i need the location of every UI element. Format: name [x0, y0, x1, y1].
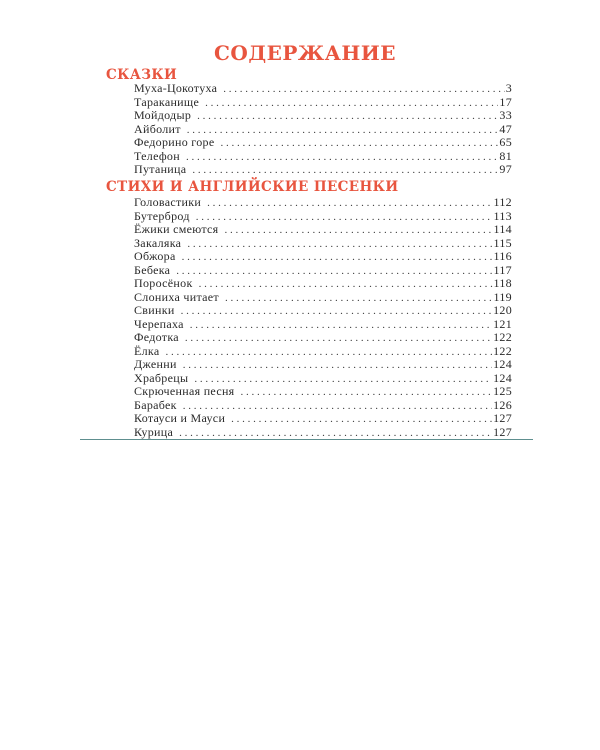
- toc-entry[interactable]: [134, 399, 512, 413]
- toc-entry[interactable]: [134, 123, 512, 137]
- toc-entry-page: 127: [493, 425, 512, 439]
- dot-leader: [194, 373, 492, 386]
- toc-entry-title: Храбрецы: [134, 371, 189, 385]
- toc-entry-page: 124: [493, 371, 512, 385]
- toc-entry-page: 113: [493, 209, 512, 223]
- dot-leader: [224, 224, 492, 237]
- dot-leader: [223, 83, 504, 96]
- toc-entry[interactable]: [134, 385, 512, 399]
- dot-leader: [192, 164, 498, 177]
- toc-entry-page: 112: [493, 196, 512, 209]
- dot-leader: [187, 238, 492, 251]
- toc-entry-page: 122: [493, 331, 512, 344]
- dot-leader: [207, 197, 492, 210]
- bottom-divider-line: [80, 439, 533, 440]
- toc-entry[interactable]: [134, 358, 512, 372]
- toc-entry-title: Свинки: [134, 304, 175, 317]
- toc-entry-page: 121: [493, 317, 512, 331]
- section-heading-poems-and-songs: СТИХИ И АНГЛИЙСКИЕ ПЕСЕНКИ: [106, 179, 399, 195]
- toc-entry-page: 122: [493, 344, 512, 358]
- toc-entry[interactable]: [134, 150, 512, 164]
- toc-entry-title: Курица: [134, 425, 174, 439]
- toc-entry-title: Федорино горе: [134, 136, 215, 149]
- toc-entry-title: Головастики: [134, 196, 202, 209]
- toc-entry-title: Бебека: [134, 263, 171, 277]
- toc-entry-title: Черепаха: [134, 317, 184, 331]
- toc-entry-page: 126: [493, 398, 512, 412]
- dot-leader: [183, 359, 492, 372]
- dot-leader: [182, 251, 493, 264]
- dot-leader: [190, 319, 492, 332]
- toc-entry[interactable]: [134, 291, 512, 305]
- toc-entry-page: 17: [499, 95, 512, 109]
- toc-entry-page: 116: [493, 250, 512, 263]
- toc-entry-page: 97: [499, 163, 512, 176]
- toc-entry-title: Закаляка: [134, 236, 182, 250]
- toc-entry[interactable]: [134, 96, 512, 110]
- dot-leader: [185, 332, 492, 345]
- toc-entry-title: Тараканище: [134, 95, 200, 109]
- toc-entry-page: 118: [493, 277, 512, 290]
- toc-entry[interactable]: [134, 250, 512, 264]
- toc-entry[interactable]: [134, 196, 512, 210]
- toc-list-fairy-tales: [134, 82, 512, 177]
- dot-leader: [220, 137, 498, 150]
- toc-entry-title: Барабек: [134, 398, 177, 412]
- dot-leader: [196, 211, 493, 224]
- toc-entry[interactable]: [134, 331, 512, 345]
- toc-entry-title: Федотка: [134, 331, 179, 344]
- dot-leader: [241, 386, 493, 399]
- dot-leader: [179, 427, 492, 440]
- dot-leader: [166, 346, 493, 359]
- toc-entry[interactable]: [134, 264, 512, 278]
- toc-entry-title: Ёжики смеются: [134, 223, 219, 236]
- toc-entry-title: Скрюченная песня: [134, 385, 235, 398]
- toc-entry-page: 117: [493, 263, 512, 277]
- toc-list-poems-and-songs: [134, 196, 512, 439]
- toc-entry-page: 47: [499, 122, 512, 136]
- dot-leader: [225, 292, 493, 305]
- toc-entry-title: Ёлка: [134, 344, 160, 358]
- dot-leader: [231, 413, 492, 426]
- toc-entry[interactable]: [134, 210, 512, 224]
- toc-entry-title: Мойдодыр: [134, 109, 192, 122]
- toc-entry[interactable]: [134, 82, 512, 96]
- toc-entry[interactable]: [134, 304, 512, 318]
- toc-entry-page: 65: [499, 136, 512, 149]
- dot-leader: [205, 97, 498, 110]
- toc-entry-title: Дженни: [134, 358, 177, 371]
- toc-entry[interactable]: [134, 223, 512, 237]
- dot-leader: [186, 151, 498, 164]
- toc-entry-title: Телефон: [134, 149, 180, 163]
- toc-entry-title: Айболит: [134, 122, 181, 136]
- toc-entry-title: Бутерброд: [134, 209, 190, 223]
- toc-entry-page: 120: [493, 304, 512, 317]
- dot-leader: [181, 305, 493, 318]
- page-title: СОДЕРЖАНИЕ: [214, 41, 396, 65]
- toc-entry-title: Котауси и Мауси: [134, 412, 226, 425]
- toc-entry-page: 33: [499, 109, 512, 122]
- toc-entry[interactable]: [134, 318, 512, 332]
- toc-entry-page: 119: [493, 290, 512, 304]
- toc-entry-title: Поросёнок: [134, 277, 193, 290]
- toc-entry[interactable]: [134, 372, 512, 386]
- dot-leader: [176, 265, 492, 278]
- dot-leader: [183, 400, 492, 413]
- dot-leader: [197, 110, 498, 123]
- toc-entry-page: 114: [493, 223, 512, 236]
- section-heading-fairy-tales: СКАЗКИ: [106, 67, 178, 83]
- toc-entry[interactable]: [134, 277, 512, 291]
- toc-entry-page: 81: [499, 149, 512, 163]
- toc-entry[interactable]: [134, 237, 512, 251]
- toc-entry-page: 3: [505, 82, 512, 95]
- toc-entry[interactable]: [134, 345, 512, 359]
- toc-entry-page: 127: [493, 412, 512, 425]
- toc-entry-title: Муха-Цокотуха: [134, 82, 218, 95]
- toc-entry-title: Путаница: [134, 163, 187, 176]
- toc-entry-page: 125: [493, 385, 512, 398]
- toc-entry[interactable]: [134, 426, 512, 440]
- toc-entry[interactable]: [134, 412, 512, 426]
- toc-entry-page: 124: [493, 358, 512, 371]
- toc-entry-page: 115: [493, 236, 512, 250]
- toc-entry[interactable]: [134, 163, 512, 177]
- toc-entry-title: Обжора: [134, 250, 176, 263]
- dot-leader: [199, 278, 493, 291]
- toc-entry[interactable]: [134, 109, 512, 123]
- toc-entry[interactable]: [134, 136, 512, 150]
- toc-entry-title: Слониха читает: [134, 290, 219, 304]
- dot-leader: [187, 124, 499, 137]
